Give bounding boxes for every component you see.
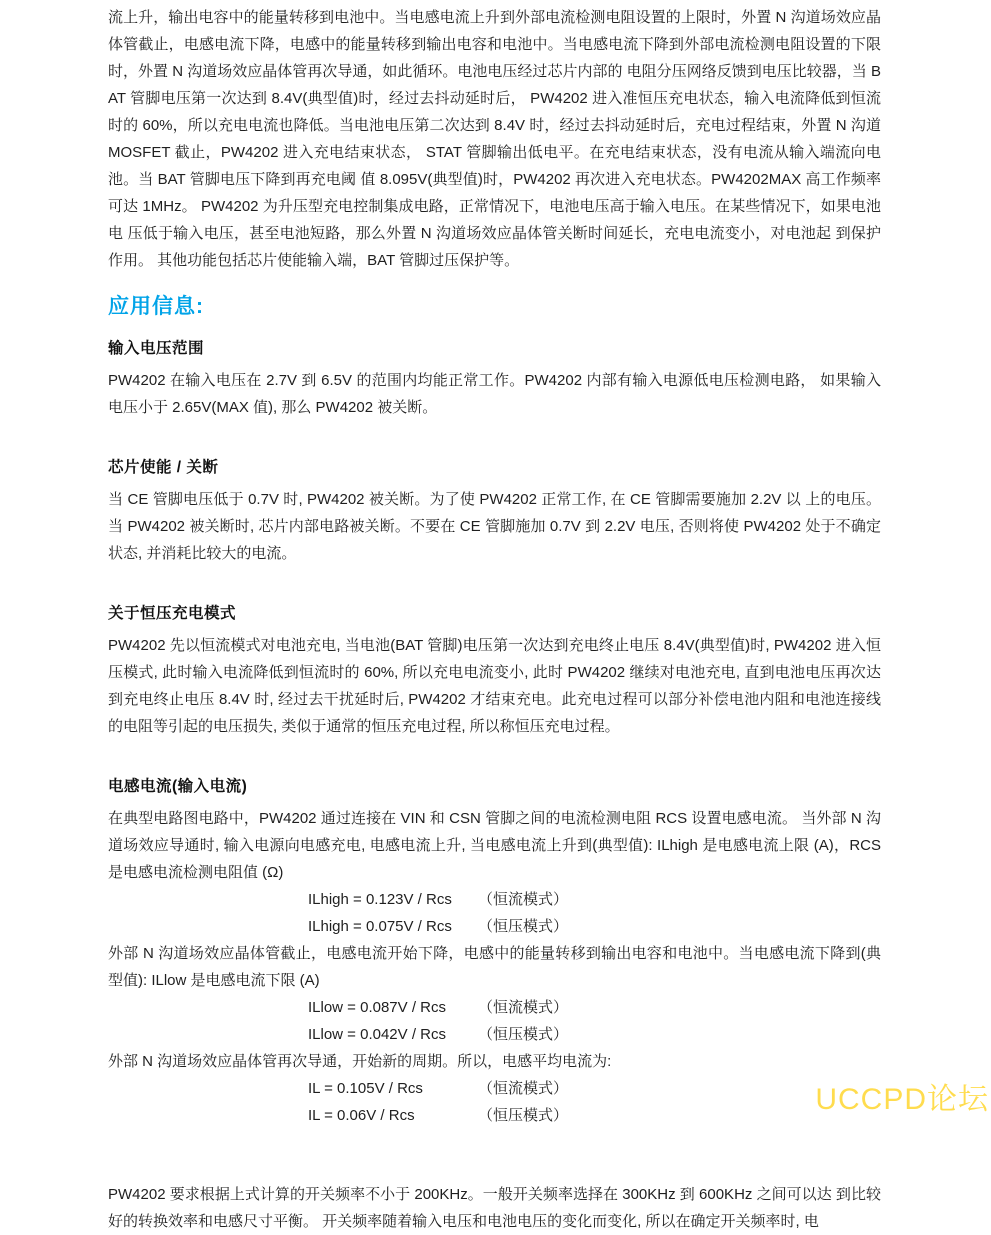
formula-il-avg-cc <box>308 1075 881 1102</box>
section-cv-charge-mode <box>108 601 881 740</box>
formula-text: ILlow = 0.087V / Rcs <box>308 999 446 1016</box>
paragraph-chip-enable-shutdown: 当 CE 管脚电压低于 0.7V 时, PW4202 被关断。为了使 PW4202 正常工作, 在 CE 管脚需要施加 2.2V 以 上的电压。当 PW4202 被关断时, 芯片内部电路被关断。不要在 CE 管脚施加 0.7V 到 2.2V 电压, 否则将使 PW4202 处于不确定状态, 并消耗比较大的电流。 <box>108 491 881 562</box>
formula-ilhigh-cv <box>308 913 881 940</box>
formula-text: IL = 0.105V / Rcs <box>308 1080 423 1097</box>
paragraph-inductor-current-2: 外部 N 沟道场效应晶体管截止，电感电流开始下降，电感中的能量转移到输出电容和电池中。当电感电流下降到(典型值): ILlow 是电感电流下限 (A) <box>108 945 881 989</box>
paragraph-cv-charge-mode: PW4202 先以恒流模式对电池充电, 当电池(BAT 管脚)电压第一次达到充电终止电压 8.4V(典型值)时, PW4202 进入恒压模式, 此时输入电流降低到恒流时的 60%, 所以充电电流变小, 此时 PW4202 继续对电池充电, 直到电池电压再次达到充电终止电压 8.4V 时, 经过去干扰延时后, PW4202 才结束充电。此充电过程可以部分补偿电池内阻和电池连接线的电阻等引起的电压损失, 类似于通常的恒压充电过程, 所以称恒压充电过程。 <box>108 637 881 735</box>
formula-mode-label: （恒流模式） <box>478 999 569 1016</box>
section-chip-enable-shutdown <box>108 455 881 567</box>
formula-mode-label: （恒流模式） <box>478 891 569 908</box>
document-page <box>108 2 881 1235</box>
formula-text: ILlow = 0.042V / Rcs <box>308 1026 446 1043</box>
heading-chip-enable-shutdown: 芯片使能 / 关断 <box>108 459 219 476</box>
formula-ilhigh-cc <box>308 886 881 913</box>
intro-paragraph: 流上升，输出电容中的能量转移到电池中。当电感电流上升到外部电流检测电阻设置的上限时，外置 N 沟道场效应晶体管截止，电感电流下降，电感中的能量转移到输出电容和电池中。当电感电流下降到外部电流检测电阻设置的下限时，外置 N 沟道场效应晶体管再次导通，如此循环。电池电压经过芯片内部的 电阻分压网络反馈到电压比较器，当 BAT 管脚电压第一次达到 8.4V(典型值)时，经过去抖动延时后， PW4202 进入准恒压充电状态，输入电流降低到恒流时的 60%，所以充电电流也降低。当电池电压第二次达到 8.4V 时，经过去抖动延时后，充电过程结束，外置 N 沟道 MOSFET 截止，PW4202 进入充电结束状态， STAT 管脚输出低电平。在充电结束状态，没有电流从输入端流向电池。当 BAT 管脚电压下降到再充电阈 值 8.095V(典型值)时，PW4202 再次进入充电状态。PW4202MAX 高工作频率可达 1MHz。 PW4202 为升压型充电控制集成电路，正常情况下，电池电压高于输入电压。在某些情况下，如果电池电 压低于输入电压，甚至电池短路，那么外置 N 沟道场效应晶体管关断时间延长，充电电流变小，对电池起 到保护作用。 其他功能包括芯片使能输入端，BAT 管脚过压保护等。 <box>108 9 881 269</box>
paragraph-input-voltage-range: PW4202 在输入电压在 2.7V 到 6.5V 的范围内均能正常工作。PW4202 内部有输入电源低电压检测电路， 如果输入电压小于 2.65V(MAX 值), 那么 PW4202 被关断。 <box>108 372 881 416</box>
formula-mode-label: （恒流模式） <box>478 1080 569 1097</box>
formula-il-avg-cv <box>308 1102 881 1129</box>
section-input-voltage-range <box>108 336 881 421</box>
page-title-application-info: 应用信息: <box>108 295 204 318</box>
section-inductor-current <box>108 774 881 1129</box>
heading-cv-charge-mode: 关于恒压充电模式 <box>108 605 237 622</box>
formula-illow-cv <box>308 1021 881 1048</box>
paragraph-inductor-current-3: 外部 N 沟道场效应晶体管再次导通，开始新的周期。所以，电感平均电流为: <box>108 1053 612 1070</box>
paragraph-inductor-current-1: 在典型电路图电路中，PW4202 通过连接在 VIN 和 CSN 管脚之间的电流检测电阻 RCS 设置电感电流。 当外部 N 沟道场效应导通时, 输入电源向电感充电, 电感电流上升, 当电感电流上升到(典型值): ILhigh 是电感电流上限 (A)，RCS 是电感电流检测电阻值 (Ω) <box>108 810 881 881</box>
heading-input-voltage-range: 输入电压范围 <box>108 340 205 357</box>
forum-watermark: UCCPD论坛 <box>815 1083 989 1116</box>
closing-paragraph-switching-frequency: PW4202 要求根据上式计算的开关频率不小于 200KHz。一般开关频率选择在 300KHz 到 600KHz 之间可以达 到比较好的转换效率和电感尺寸平衡。 开关频率随着输入电压和电池电压的变化而变化, 所以在确定开关频率时, 电 <box>108 1186 881 1230</box>
formula-text: ILhigh = 0.075V / Rcs <box>308 918 452 935</box>
formula-illow-cc <box>308 994 881 1021</box>
formula-mode-label: （恒压模式） <box>478 1107 569 1124</box>
formula-mode-label: （恒压模式） <box>478 1026 569 1043</box>
heading-inductor-current: 电感电流(输入电流) <box>108 778 248 795</box>
formula-text: ILhigh = 0.123V / Rcs <box>308 891 452 908</box>
formula-text: IL = 0.06V / Rcs <box>308 1107 415 1124</box>
formula-mode-label: （恒压模式） <box>478 918 569 935</box>
